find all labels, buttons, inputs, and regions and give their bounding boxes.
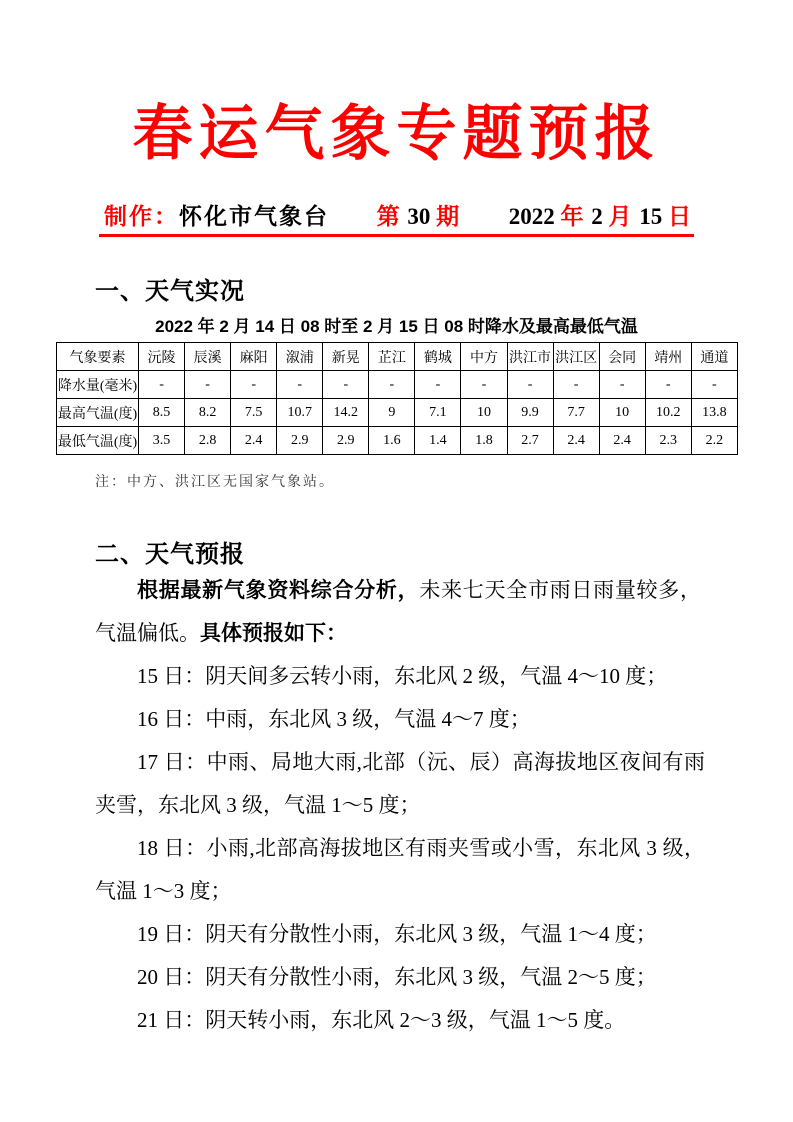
table-cell: - bbox=[691, 371, 737, 399]
table-cell: 2.9 bbox=[277, 427, 323, 455]
date-month-unit: 月 bbox=[608, 203, 634, 229]
col-header-station: 新晃 bbox=[323, 343, 369, 371]
col-header-station: 沅陵 bbox=[139, 343, 185, 371]
issue-prefix: 第 bbox=[376, 203, 402, 229]
producer bbox=[104, 202, 329, 231]
table-cell: 1.8 bbox=[461, 427, 507, 455]
table-row bbox=[57, 399, 738, 427]
col-header-factor: 气象要素 bbox=[57, 343, 139, 371]
table-cell: - bbox=[599, 371, 645, 399]
table-cell: - bbox=[139, 371, 185, 399]
table-footnote: 注：中方、洪江区无国家气象站。 bbox=[95, 475, 335, 490]
table-cell: 2.4 bbox=[599, 427, 645, 455]
producer-name: 怀化市气象台 bbox=[179, 203, 329, 229]
table-cell: 2.7 bbox=[507, 427, 553, 455]
forecast-line: 20 日：阴天有分散性小雨，东北风 3 级，气温 2～5 度； bbox=[137, 965, 657, 989]
table-cell: 2.3 bbox=[645, 427, 691, 455]
table-cell: 13.8 bbox=[691, 399, 737, 427]
col-header-station: 芷江 bbox=[369, 343, 415, 371]
table-cell: - bbox=[553, 371, 599, 399]
table-cell: 10 bbox=[599, 399, 645, 427]
issue-value: 30 bbox=[407, 204, 431, 229]
issue-number bbox=[377, 202, 462, 231]
producer-label: 制作： bbox=[104, 203, 179, 229]
table-cell: 9.9 bbox=[507, 399, 553, 427]
observation-table-title: 2022 年 2 月 14 日 08 时至 2 月 15 日 08 时降水及最高最低气温 bbox=[155, 317, 638, 336]
table-cell: 3.5 bbox=[139, 427, 185, 455]
section-heading-forecast: 二、天气预报 bbox=[95, 541, 245, 568]
table-cell: 2.2 bbox=[691, 427, 737, 455]
date-day: 15 bbox=[639, 204, 663, 229]
forecast-line: 15 日：阴天间多云转小雨，东北风 2 级，气温 4～10 度； bbox=[137, 664, 668, 688]
table-cell: - bbox=[277, 371, 323, 399]
table-row bbox=[57, 427, 738, 455]
table-cell: 2.4 bbox=[231, 427, 277, 455]
header-meta-line bbox=[104, 202, 693, 231]
table-cell: 10 bbox=[461, 399, 507, 427]
table-cell: 9 bbox=[369, 399, 415, 427]
issue-suffix: 期 bbox=[436, 203, 462, 229]
forecast-intro-paragraph bbox=[95, 569, 701, 655]
table-cell: - bbox=[645, 371, 691, 399]
table-cell: - bbox=[231, 371, 277, 399]
date-year-unit: 年 bbox=[560, 203, 586, 229]
intro-bold-lead: 根据最新气象资料综合分析， bbox=[137, 579, 420, 602]
table-cell: - bbox=[323, 371, 369, 399]
table-cell: - bbox=[185, 371, 231, 399]
forecast-line: 21 日：阴天转小雨，东北风 2～3 级，气温 1～5 度。 bbox=[137, 1008, 626, 1032]
table-cell: 2.8 bbox=[185, 427, 231, 455]
date-year: 2022 bbox=[508, 204, 555, 229]
intro-regular: 未来七天全市雨日雨量较多，气温偏低。 bbox=[95, 578, 701, 645]
row-label: 最高气温(度) bbox=[57, 399, 139, 427]
table-cell: 7.7 bbox=[553, 399, 599, 427]
table-cell: - bbox=[369, 371, 415, 399]
table-cell: 1.4 bbox=[415, 427, 461, 455]
col-header-station: 通道 bbox=[691, 343, 737, 371]
table-cell: - bbox=[461, 371, 507, 399]
table-cell: 2.9 bbox=[323, 427, 369, 455]
forecast-list bbox=[0, 655, 793, 1042]
table-cell: 8.5 bbox=[139, 399, 185, 427]
table-cell: - bbox=[507, 371, 553, 399]
red-divider bbox=[99, 234, 694, 237]
col-header-station: 洪江市 bbox=[507, 343, 553, 371]
col-header-station: 中方 bbox=[461, 343, 507, 371]
date-day-unit: 日 bbox=[668, 203, 693, 229]
forecast-line: 17 日：中雨、局地大雨,北部（沅、辰）高海拔地区夜间有雨夹雪，东北风 3 级，气温 1～5 度； bbox=[95, 750, 705, 817]
row-label: 降水量(毫米) bbox=[57, 371, 139, 399]
col-header-station: 会同 bbox=[599, 343, 645, 371]
section-heading-live-weather: 一、天气实况 bbox=[95, 278, 245, 305]
table-header-row bbox=[57, 343, 738, 371]
table-cell: 7.5 bbox=[231, 399, 277, 427]
forecast-line: 18 日：小雨,北部高海拔地区有雨夹雪或小雪，东北风 3 级，气温 1～3 度； bbox=[95, 836, 705, 903]
table-cell: 7.1 bbox=[415, 399, 461, 427]
col-header-station: 靖州 bbox=[645, 343, 691, 371]
date-month: 2 bbox=[591, 204, 603, 229]
table-cell: - bbox=[415, 371, 461, 399]
row-label: 最低气温(度) bbox=[57, 427, 139, 455]
forecast-line: 16 日：中雨，东北风 3 级，气温 4～7 度； bbox=[137, 707, 531, 731]
weather-table bbox=[56, 342, 738, 455]
table-cell: 10.7 bbox=[277, 399, 323, 427]
table-cell: 14.2 bbox=[323, 399, 369, 427]
col-header-station: 麻阳 bbox=[231, 343, 277, 371]
document-title: 春运气象专题预报 bbox=[132, 101, 661, 167]
table-cell: 8.2 bbox=[185, 399, 231, 427]
col-header-station: 溆浦 bbox=[277, 343, 323, 371]
table-cell: 2.4 bbox=[553, 427, 599, 455]
col-header-station: 鹤城 bbox=[415, 343, 461, 371]
forecast-line: 19 日：阴天有分散性小雨，东北风 3 级，气温 1～4 度； bbox=[137, 922, 657, 946]
col-header-station: 辰溪 bbox=[185, 343, 231, 371]
table-cell: 10.2 bbox=[645, 399, 691, 427]
issue-date bbox=[509, 202, 693, 231]
table-cell: 1.6 bbox=[369, 427, 415, 455]
col-header-station: 洪江区 bbox=[553, 343, 599, 371]
table-row bbox=[57, 371, 738, 399]
intro-bold-tail: 具体预报如下： bbox=[200, 622, 347, 645]
